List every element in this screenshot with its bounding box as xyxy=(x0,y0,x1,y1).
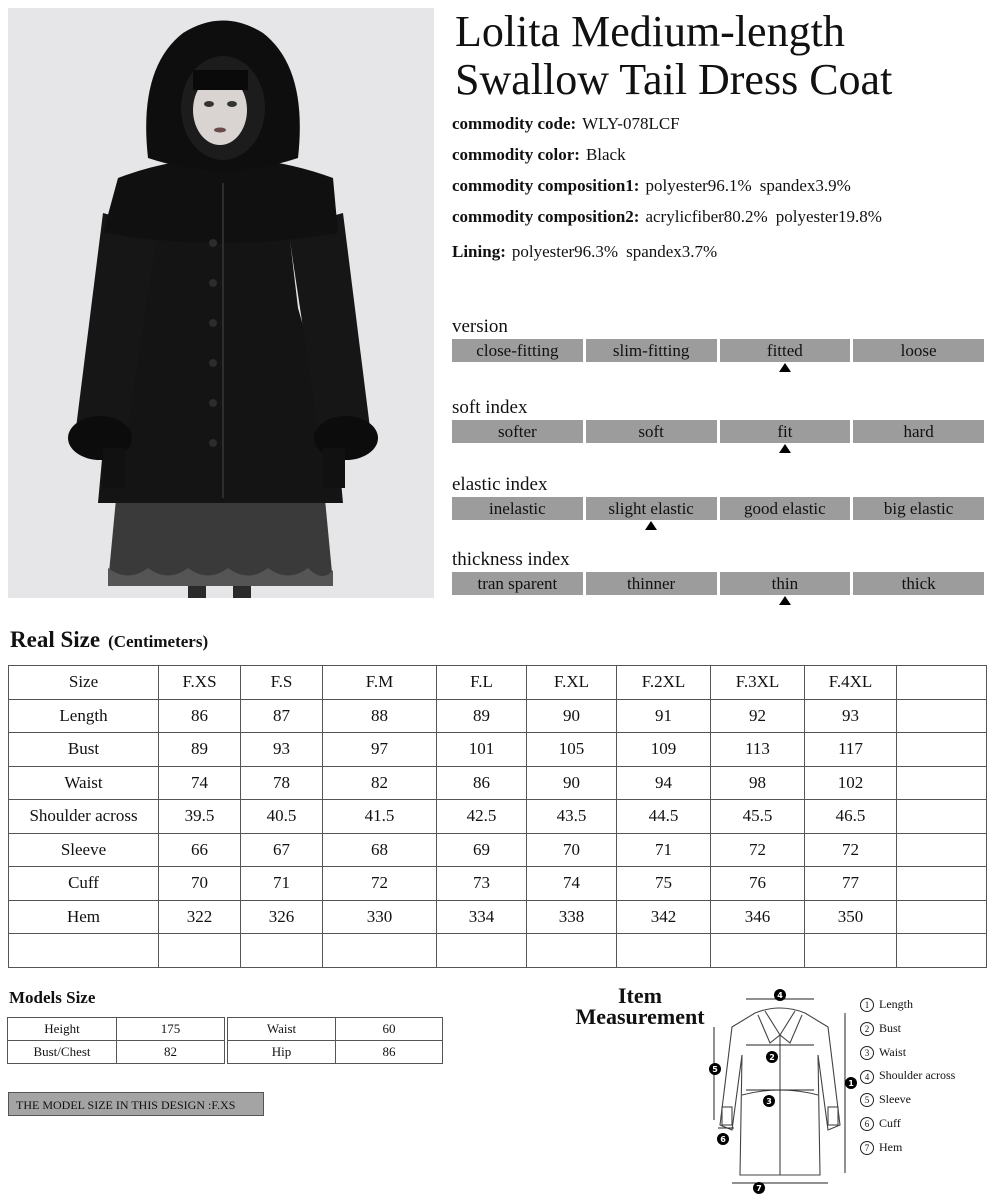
spec-lining-label: Lining: xyxy=(452,242,506,261)
table-cell: 87 xyxy=(241,699,323,733)
real-size-unit: (Centimeters) xyxy=(108,632,209,651)
elastic-option xyxy=(853,497,984,520)
table-cell: 102 xyxy=(805,766,897,800)
table-cell: 44.5 xyxy=(617,800,711,834)
product-specs xyxy=(452,108,997,267)
table-cell: 72 xyxy=(711,833,805,867)
legend-label: Cuff xyxy=(879,1115,901,1130)
soft-index-label: soft index xyxy=(452,397,528,418)
table-header-row xyxy=(9,666,987,700)
elastic-option xyxy=(720,497,851,520)
table-header-cell: F.2XL xyxy=(617,666,711,700)
real-size-heading xyxy=(10,627,208,653)
measurement-legend xyxy=(860,994,955,1161)
legend-label: Hem xyxy=(879,1139,903,1154)
soft-index xyxy=(452,396,984,443)
diagram-marker-label: 5 xyxy=(712,1065,718,1074)
table-cell xyxy=(897,800,987,834)
selected-marker-icon xyxy=(645,521,657,530)
row-label-cell: Sleeve xyxy=(9,833,159,867)
table-row xyxy=(9,867,987,901)
thickness-option xyxy=(720,572,851,595)
table-cell: 78 xyxy=(241,766,323,800)
table-cell: 322 xyxy=(159,900,241,934)
soft-option xyxy=(586,420,717,443)
row-label-cell: Shoulder across xyxy=(9,800,159,834)
model-measure-label: Hip xyxy=(228,1041,336,1064)
table-cell: 109 xyxy=(617,733,711,767)
table-cell xyxy=(617,934,711,968)
table-cell: 72 xyxy=(323,867,437,901)
table-cell xyxy=(897,766,987,800)
spec-lining xyxy=(452,236,997,267)
spec-comp1-value-a: polyester96.1% xyxy=(645,176,752,195)
spec-code xyxy=(452,108,997,139)
legend-item xyxy=(860,1042,955,1066)
legend-number-icon: 7 xyxy=(860,1141,874,1155)
elastic-option-label: good elastic xyxy=(744,499,826,518)
soft-index-bar xyxy=(452,420,984,443)
table-cell: 89 xyxy=(159,733,241,767)
version-index-bar xyxy=(452,339,984,362)
legend-label: Length xyxy=(879,997,913,1011)
title-line-2: Swallow Tail Dress Coat xyxy=(455,55,893,104)
table-cell: 94 xyxy=(617,766,711,800)
legend-item xyxy=(860,1113,955,1137)
product-title xyxy=(455,8,995,104)
table-row xyxy=(9,699,987,733)
table-row xyxy=(8,1018,225,1041)
table-cell: 342 xyxy=(617,900,711,934)
legend-number-icon: 6 xyxy=(860,1117,874,1131)
table-cell: 346 xyxy=(711,900,805,934)
table-header-cell: F.XS xyxy=(159,666,241,700)
table-cell: 93 xyxy=(805,699,897,733)
row-label-cell: Bust xyxy=(9,733,159,767)
legend-number-icon: 2 xyxy=(860,1022,874,1036)
thickness-option-label: thin xyxy=(771,574,799,593)
thickness-index-label: thickness index xyxy=(452,549,570,570)
table-cell: 101 xyxy=(437,733,527,767)
version-option-label: loose xyxy=(900,341,937,360)
table-row xyxy=(8,1041,225,1064)
table-cell xyxy=(897,699,987,733)
table-cell: 97 xyxy=(323,733,437,767)
spec-comp2-label: commodity composition2: xyxy=(452,207,640,226)
legend-item xyxy=(860,1018,955,1042)
model-measure-label: Waist xyxy=(228,1018,336,1041)
diagram-marker-label: 2 xyxy=(769,1053,775,1062)
elastic-option-label: inelastic xyxy=(489,499,546,518)
legend-number-icon: 5 xyxy=(860,1093,874,1107)
models-size-title: Models Size xyxy=(9,988,96,1007)
version-option xyxy=(720,339,851,362)
table-cell: 93 xyxy=(241,733,323,767)
selected-marker-icon xyxy=(779,363,791,372)
table-cell xyxy=(437,934,527,968)
table-cell: 326 xyxy=(241,900,323,934)
selected-marker-icon xyxy=(779,444,791,453)
table-cell: 105 xyxy=(527,733,617,767)
thickness-index xyxy=(452,548,984,595)
table-cell: 86 xyxy=(159,699,241,733)
models-table-left xyxy=(7,1017,225,1064)
table-row xyxy=(9,934,987,968)
spec-color-value: Black xyxy=(585,145,626,164)
table-cell: 350 xyxy=(805,900,897,934)
legend-label: Waist xyxy=(879,1044,907,1059)
title-line-1: Lolita Medium-length xyxy=(455,7,845,56)
table-header-cell: F.3XL xyxy=(711,666,805,700)
legend-label: Bust xyxy=(879,1020,902,1035)
table-row xyxy=(9,800,987,834)
table-cell: 71 xyxy=(617,833,711,867)
table-cell: 73 xyxy=(437,867,527,901)
version-option-label: close-fitting xyxy=(476,341,559,360)
table-cell: 90 xyxy=(527,766,617,800)
table-header-cell: F.L xyxy=(437,666,527,700)
table-header-cell: Size xyxy=(9,666,159,700)
legend-item xyxy=(860,994,955,1018)
version-index-label: version xyxy=(452,316,508,337)
model-measure-value: 82 xyxy=(117,1041,225,1064)
soft-option-label: soft xyxy=(638,422,664,441)
table-cell: 39.5 xyxy=(159,800,241,834)
real-size-title: Real Size xyxy=(10,627,101,652)
table-row xyxy=(228,1018,443,1041)
table-cell: 86 xyxy=(437,766,527,800)
spec-code-value: WLY-078LCF xyxy=(582,114,680,133)
size-table xyxy=(8,665,987,968)
table-row xyxy=(9,766,987,800)
table-cell xyxy=(897,833,987,867)
spec-color-label: commodity color: xyxy=(452,145,580,164)
table-cell: 70 xyxy=(527,833,617,867)
row-label-cell: Hem xyxy=(9,900,159,934)
elastic-index xyxy=(452,473,984,520)
table-cell xyxy=(897,867,987,901)
table-header-cell: F.XL xyxy=(527,666,617,700)
version-option xyxy=(452,339,583,362)
model-measure-value: 60 xyxy=(336,1018,443,1041)
row-label-cell xyxy=(9,934,159,968)
version-option-label: slim-fitting xyxy=(612,341,690,360)
table-header-cell: F.4XL xyxy=(805,666,897,700)
elastic-index-bar xyxy=(452,497,984,520)
table-header-cell: F.S xyxy=(241,666,323,700)
version-option xyxy=(853,339,984,362)
table-cell xyxy=(159,934,241,968)
table-cell xyxy=(897,733,987,767)
table-cell: 67 xyxy=(241,833,323,867)
soft-option-label: hard xyxy=(903,422,934,441)
item-measurement-title-line-1: Item xyxy=(618,983,662,1008)
table-cell xyxy=(323,934,437,968)
table-cell xyxy=(805,934,897,968)
legend-item xyxy=(860,1089,955,1113)
version-index xyxy=(452,315,984,362)
coat-measurement-diagram-icon xyxy=(700,985,865,1195)
spec-composition-2 xyxy=(452,201,997,232)
diagram-marker-label: 3 xyxy=(766,1097,772,1106)
soft-option xyxy=(720,420,851,443)
table-cell: 72 xyxy=(805,833,897,867)
table-cell: 76 xyxy=(711,867,805,901)
version-option-label: fitted xyxy=(766,341,803,360)
table-cell: 82 xyxy=(323,766,437,800)
table-cell: 77 xyxy=(805,867,897,901)
selected-marker-icon xyxy=(779,596,791,605)
thickness-option-label: thick xyxy=(901,574,936,593)
table-cell: 91 xyxy=(617,699,711,733)
legend-item xyxy=(860,1065,955,1089)
model-photo-icon xyxy=(8,8,434,598)
elastic-option-label: slight elastic xyxy=(608,499,694,518)
soft-option-label: softer xyxy=(498,422,537,441)
table-cell: 75 xyxy=(617,867,711,901)
spec-composition-1 xyxy=(452,170,997,201)
table-cell: 90 xyxy=(527,699,617,733)
thickness-option-label: tran sparent xyxy=(477,574,558,593)
spec-code-label: commodity code: xyxy=(452,114,577,133)
table-cell: 89 xyxy=(437,699,527,733)
models-table-right xyxy=(227,1017,443,1064)
product-photo xyxy=(8,8,434,598)
table-cell: 43.5 xyxy=(527,800,617,834)
table-cell: 45.5 xyxy=(711,800,805,834)
spec-comp2-value-b: polyester19.8% xyxy=(775,207,882,226)
legend-item xyxy=(860,1137,955,1161)
table-cell xyxy=(897,900,987,934)
legend-number-icon: 4 xyxy=(860,1070,874,1084)
thickness-option xyxy=(586,572,717,595)
legend-label: Shoulder across xyxy=(879,1068,956,1083)
spec-comp2-value-a: acrylicfiber80.2% xyxy=(645,207,768,226)
table-cell: 88 xyxy=(323,699,437,733)
table-cell xyxy=(897,934,987,968)
model-size-note: THE MODEL SIZE IN THIS DESIGN :F.XS xyxy=(8,1092,264,1116)
table-cell: 338 xyxy=(527,900,617,934)
soft-option-label: fit xyxy=(777,422,793,441)
model-measure-label: Height xyxy=(8,1018,117,1041)
table-cell: 98 xyxy=(711,766,805,800)
table-cell xyxy=(527,934,617,968)
legend-label: Sleeve xyxy=(879,1092,911,1107)
diagram-marker-label: 4 xyxy=(777,991,783,1000)
table-row xyxy=(9,733,987,767)
spec-color xyxy=(452,139,997,170)
table-row xyxy=(9,833,987,867)
model-measure-label: Bust/Chest xyxy=(8,1041,117,1064)
thickness-option-label: thinner xyxy=(627,574,676,593)
table-cell: 66 xyxy=(159,833,241,867)
diagram-marker-label: 1 xyxy=(848,1079,854,1088)
elastic-option-label: big elastic xyxy=(883,499,954,518)
row-label-cell: Length xyxy=(9,699,159,733)
table-cell: 74 xyxy=(527,867,617,901)
table-cell: 74 xyxy=(159,766,241,800)
thickness-index-bar xyxy=(452,572,984,595)
table-cell: 113 xyxy=(711,733,805,767)
diagram-marker-label: 6 xyxy=(720,1135,726,1144)
spec-comp1-label: commodity composition1: xyxy=(452,176,640,195)
table-row xyxy=(228,1041,443,1064)
table-header-cell: F.M xyxy=(323,666,437,700)
row-label-cell: Cuff xyxy=(9,867,159,901)
table-cell: 117 xyxy=(805,733,897,767)
item-measurement-title-line-2: Measurement xyxy=(575,1004,705,1029)
thickness-option xyxy=(452,572,583,595)
legend-number-icon: 3 xyxy=(860,1046,874,1060)
elastic-option xyxy=(586,497,717,520)
table-cell: 92 xyxy=(711,699,805,733)
table-cell: 42.5 xyxy=(437,800,527,834)
table-row xyxy=(9,900,987,934)
table-cell: 330 xyxy=(323,900,437,934)
table-cell xyxy=(241,934,323,968)
spec-lining-value-a: polyester96.3% xyxy=(511,242,619,261)
elastic-option xyxy=(452,497,583,520)
table-cell: 68 xyxy=(323,833,437,867)
table-cell: 40.5 xyxy=(241,800,323,834)
spec-lining-value-b: spandex3.7% xyxy=(626,242,718,261)
elastic-index-label: elastic index xyxy=(452,474,548,495)
table-header-cell xyxy=(897,666,987,700)
table-cell: 46.5 xyxy=(805,800,897,834)
model-measure-value: 86 xyxy=(336,1041,443,1064)
diagram-marker-label: 7 xyxy=(756,1184,762,1193)
table-cell: 69 xyxy=(437,833,527,867)
table-cell: 334 xyxy=(437,900,527,934)
thickness-option xyxy=(853,572,984,595)
legend-number-icon: 1 xyxy=(860,998,874,1012)
soft-option xyxy=(853,420,984,443)
row-label-cell: Waist xyxy=(9,766,159,800)
table-cell xyxy=(711,934,805,968)
table-cell: 70 xyxy=(159,867,241,901)
table-cell: 71 xyxy=(241,867,323,901)
spec-comp1-value-b: spandex3.9% xyxy=(759,176,851,195)
table-cell: 41.5 xyxy=(323,800,437,834)
model-measure-value: 175 xyxy=(117,1018,225,1041)
soft-option xyxy=(452,420,583,443)
version-option xyxy=(586,339,717,362)
